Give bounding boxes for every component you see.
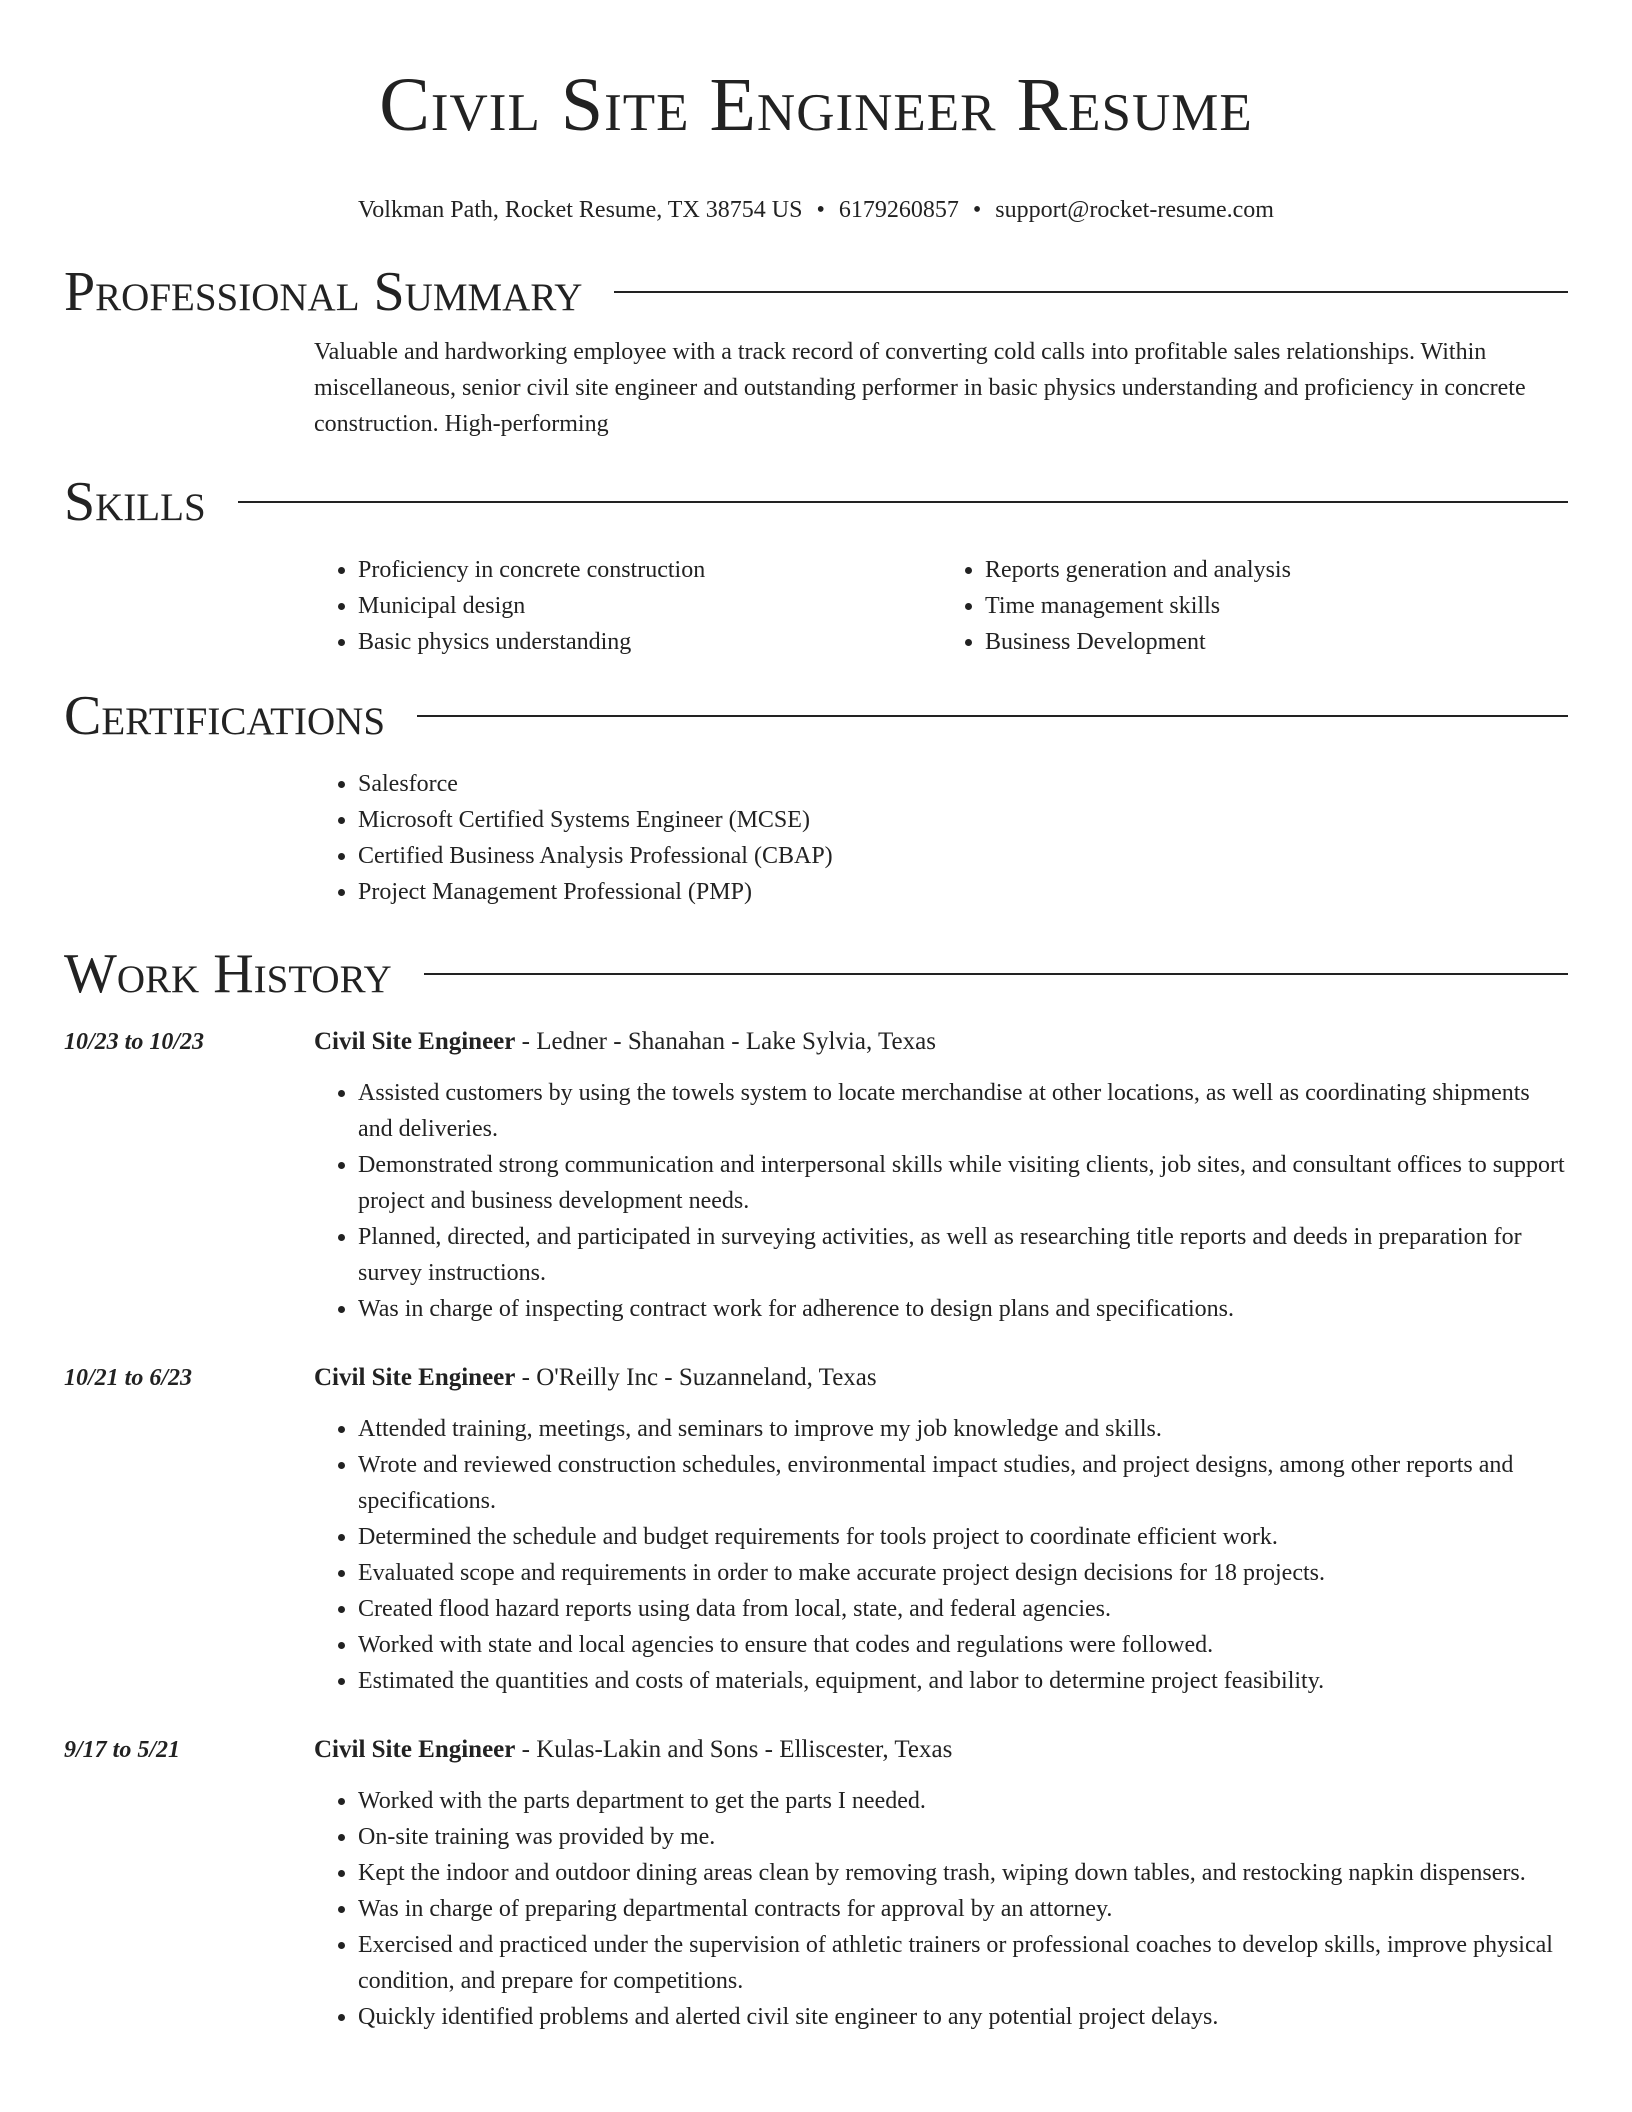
- skills-column-left: [314, 552, 941, 660]
- job-details: [314, 1732, 1568, 2035]
- skills-column-right: [941, 552, 1568, 660]
- job-entry: [64, 1732, 1568, 2035]
- job-company-location: - Kulas-Lakin and Sons - Elliscester, Texas: [515, 1736, 953, 1763]
- job-title-line: [314, 1732, 1568, 1768]
- job-bullets: [314, 1783, 1568, 2035]
- job-details: [314, 1024, 1568, 1327]
- resume-title: Civil Site Engineer Resume: [379, 63, 1253, 147]
- section-divider: [614, 291, 1568, 293]
- skill-item: • Business Development: [985, 624, 1568, 660]
- job-company-location: - Ledner - Shanahan - Lake Sylvia, Texas: [515, 1028, 936, 1055]
- job-dates: 10/23 to 10/23: [64, 1029, 205, 1055]
- skill-item: • Municipal design: [358, 588, 941, 624]
- certification-item: • Certified Business Analysis Professional (CBAP): [358, 838, 1568, 874]
- job-bullet: • Evaluated scope and requirements in order to make accurate project design decisions for 18 projects.: [358, 1555, 1568, 1591]
- certification-item: • Project Management Professional (PMP): [358, 874, 1568, 910]
- job-bullet: • Kept the indoor and outdoor dining areas clean by removing trash, wiping down tables, and restocking napkin dispensers.: [358, 1855, 1568, 1891]
- job-bullet: • Was in charge of inspecting contract work for adherence to design plans and specifications.: [358, 1291, 1568, 1327]
- summary-section-header: [64, 260, 1568, 324]
- job-bullet: • Exercised and practiced under the supervision of athletic trainers or professional coaches to develop skills, improve physical condition, and prepare for competitions.: [358, 1927, 1568, 1999]
- skills-section-header: [64, 470, 1568, 534]
- contact-email: support@rocket-resume.com: [995, 197, 1274, 223]
- job-bullet: • Assisted customers by using the towels system to locate merchandise at other locations, as well as coordinating shipments and deliveries.: [358, 1075, 1568, 1147]
- job-bullet: • Was in charge of preparing departmental contracts for approval by an attorney.: [358, 1891, 1568, 1927]
- job-dates: 10/21 to 6/23: [64, 1365, 193, 1391]
- skill-item: • Basic physics understanding: [358, 624, 941, 660]
- job-bullet: • Planned, directed, and participated in surveying activities, as well as researching title reports and deeds in preparation for survey instructions.: [358, 1219, 1568, 1291]
- section-divider: [417, 715, 1568, 717]
- job-bullet: • Attended training, meetings, and seminars to improve my job knowledge and skills.: [358, 1411, 1568, 1447]
- job-bullet: • Wrote and reviewed construction schedules, environmental impact studies, and project designs, among other reports and specifications.: [358, 1447, 1568, 1519]
- skills-list: [314, 552, 1568, 660]
- job-title: Civil Site Engineer: [314, 1364, 516, 1391]
- job-title: Civil Site Engineer: [314, 1028, 516, 1055]
- contact-separator: •: [816, 197, 825, 223]
- job-title-line: [314, 1024, 1568, 1060]
- job-bullet: • On-site training was provided by me.: [358, 1819, 1568, 1855]
- job-entry: [64, 1024, 1568, 1327]
- contact-separator: •: [972, 197, 982, 223]
- job-entry: [64, 1360, 1568, 1699]
- job-bullet: • Estimated the quantities and costs of materials, equipment, and labor to determine project feasibility.: [358, 1663, 1568, 1699]
- section-divider: [238, 501, 1568, 503]
- job-bullet: • Demonstrated strong communication and interpersonal skills while visiting clients, job sites, and consultant offices to support project and business development needs.: [358, 1147, 1568, 1219]
- certifications-section-header: [64, 684, 1568, 748]
- work-section-header: [64, 942, 1568, 1006]
- summary-text: Valuable and hardworking employee with a track record of converting cold calls into profitable sales relationships. Within miscellaneous, senior civil site engineer and outstanding performer in basic physics understanding and proficiency in concrete construction. High-performing: [314, 339, 1526, 437]
- certification-item: • Microsoft Certified Systems Engineer (MCSE): [358, 802, 1568, 838]
- job-bullet: • Worked with the parts department to get the parts I needed.: [358, 1783, 1568, 1819]
- job-title: Civil Site Engineer: [314, 1736, 516, 1763]
- contact-line: [64, 194, 1568, 226]
- job-details: [314, 1360, 1568, 1699]
- skill-item: • Reports generation and analysis: [985, 552, 1568, 588]
- job-bullet: • Quickly identified problems and alerted civil site engineer to any potential project delays.: [358, 1999, 1568, 2035]
- job-bullets: [314, 1075, 1568, 1327]
- job-dates: 9/17 to 5/21: [64, 1737, 181, 1763]
- certifications-list: [314, 766, 1568, 910]
- summary-section-body: [314, 334, 1568, 442]
- section-divider: [424, 973, 1568, 975]
- work-heading: Work History: [64, 943, 392, 1005]
- job-company-location: - O'Reilly Inc - Suzanneland, Texas: [515, 1364, 877, 1391]
- skills-heading: Skills: [64, 471, 206, 533]
- job-bullet: • Determined the schedule and budget requirements for tools project to coordinate efficient work.: [358, 1519, 1568, 1555]
- skill-item: • Proficiency in concrete construction: [358, 552, 941, 588]
- job-title-line: [314, 1360, 1568, 1396]
- job-bullets: [314, 1411, 1568, 1699]
- summary-heading: Professional Summary: [64, 261, 583, 323]
- contact-address: Volkman Path, Rocket Resume, TX 38754 US: [358, 197, 803, 223]
- job-bullet: • Created flood hazard reports using data from local, state, and federal agencies.: [358, 1591, 1568, 1627]
- certifications-heading: Certifications: [64, 685, 386, 747]
- job-bullet: • Worked with state and local agencies to ensure that codes and regulations were followed.: [358, 1627, 1568, 1663]
- contact-phone: 6179260857: [838, 197, 959, 223]
- skill-item: • Time management skills: [985, 588, 1568, 624]
- certification-item: • Salesforce: [358, 766, 1568, 802]
